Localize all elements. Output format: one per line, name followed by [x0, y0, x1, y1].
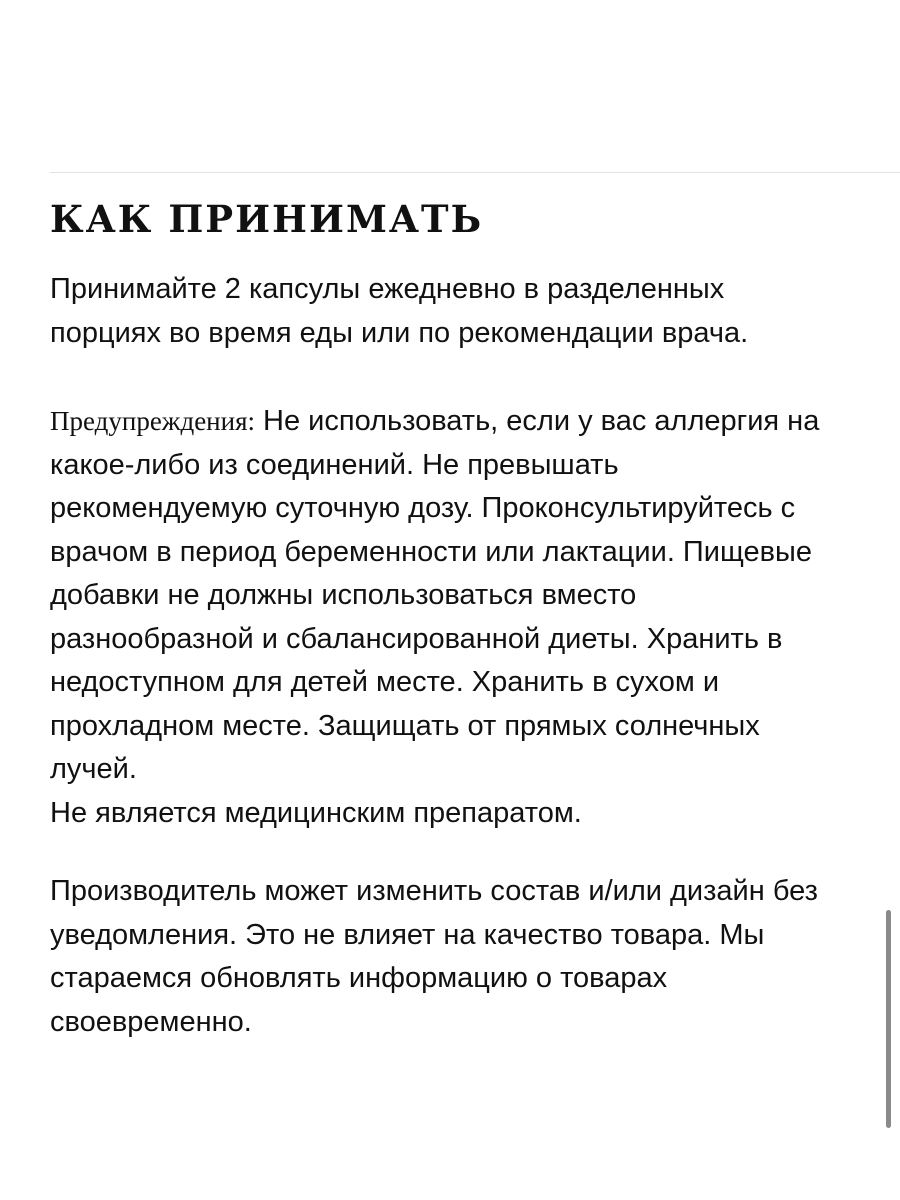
warnings-line-9: лучей.: [50, 753, 137, 785]
dosage-line-2: порциях во время еды или по рекомендации врача.: [50, 316, 749, 349]
section-heading: КАК ПРИНИМАТЬ: [50, 197, 484, 241]
warnings-line-5: добавки не должны использоваться вместо: [50, 579, 637, 611]
warnings-line-6: разнообразной и сбалансированной диеты. Хранить в: [50, 622, 783, 655]
warnings-line-7: недоступном для детей месте. Хранить в сухом и: [50, 666, 720, 698]
manufacturer-line-4: своевременно.: [50, 1005, 252, 1038]
warnings-line-8: прохладном месте. Защищать от прямых солнечных: [50, 709, 760, 742]
manufacturer-line-1: Производитель может изменить состав и/или дизайн без: [50, 875, 818, 907]
warnings-label: Предупреждения:: [50, 406, 255, 436]
warnings-line-3: рекомендуемую суточную дозу. Проконсультируйтесь с: [50, 492, 796, 524]
not-medicine-notice: Не является медицинским препаратом.: [50, 796, 582, 829]
warnings-block: [50, 400, 900, 835]
warnings-first-line: Не использовать, если у вас аллергия на: [255, 405, 820, 437]
warnings-line-2: какое-либо из соединений. Не превышать: [50, 448, 619, 481]
warnings-line-1: [50, 400, 900, 444]
manufacturer-note: [50, 870, 900, 1044]
section-divider: [50, 172, 900, 173]
dosage-instructions: [50, 268, 900, 355]
scrollbar-thumb[interactable]: [886, 910, 891, 1128]
dosage-line-1: Принимайте 2 капсулы ежедневно в разделенных: [50, 273, 725, 305]
manufacturer-line-3: стараемся обновлять информацию о товарах: [50, 962, 668, 994]
warnings-line-4: врачом в период беременности или лактации. Пищевые: [50, 535, 813, 568]
manufacturer-line-2: уведомления. Это не влияет на качество товара. Мы: [50, 918, 765, 951]
